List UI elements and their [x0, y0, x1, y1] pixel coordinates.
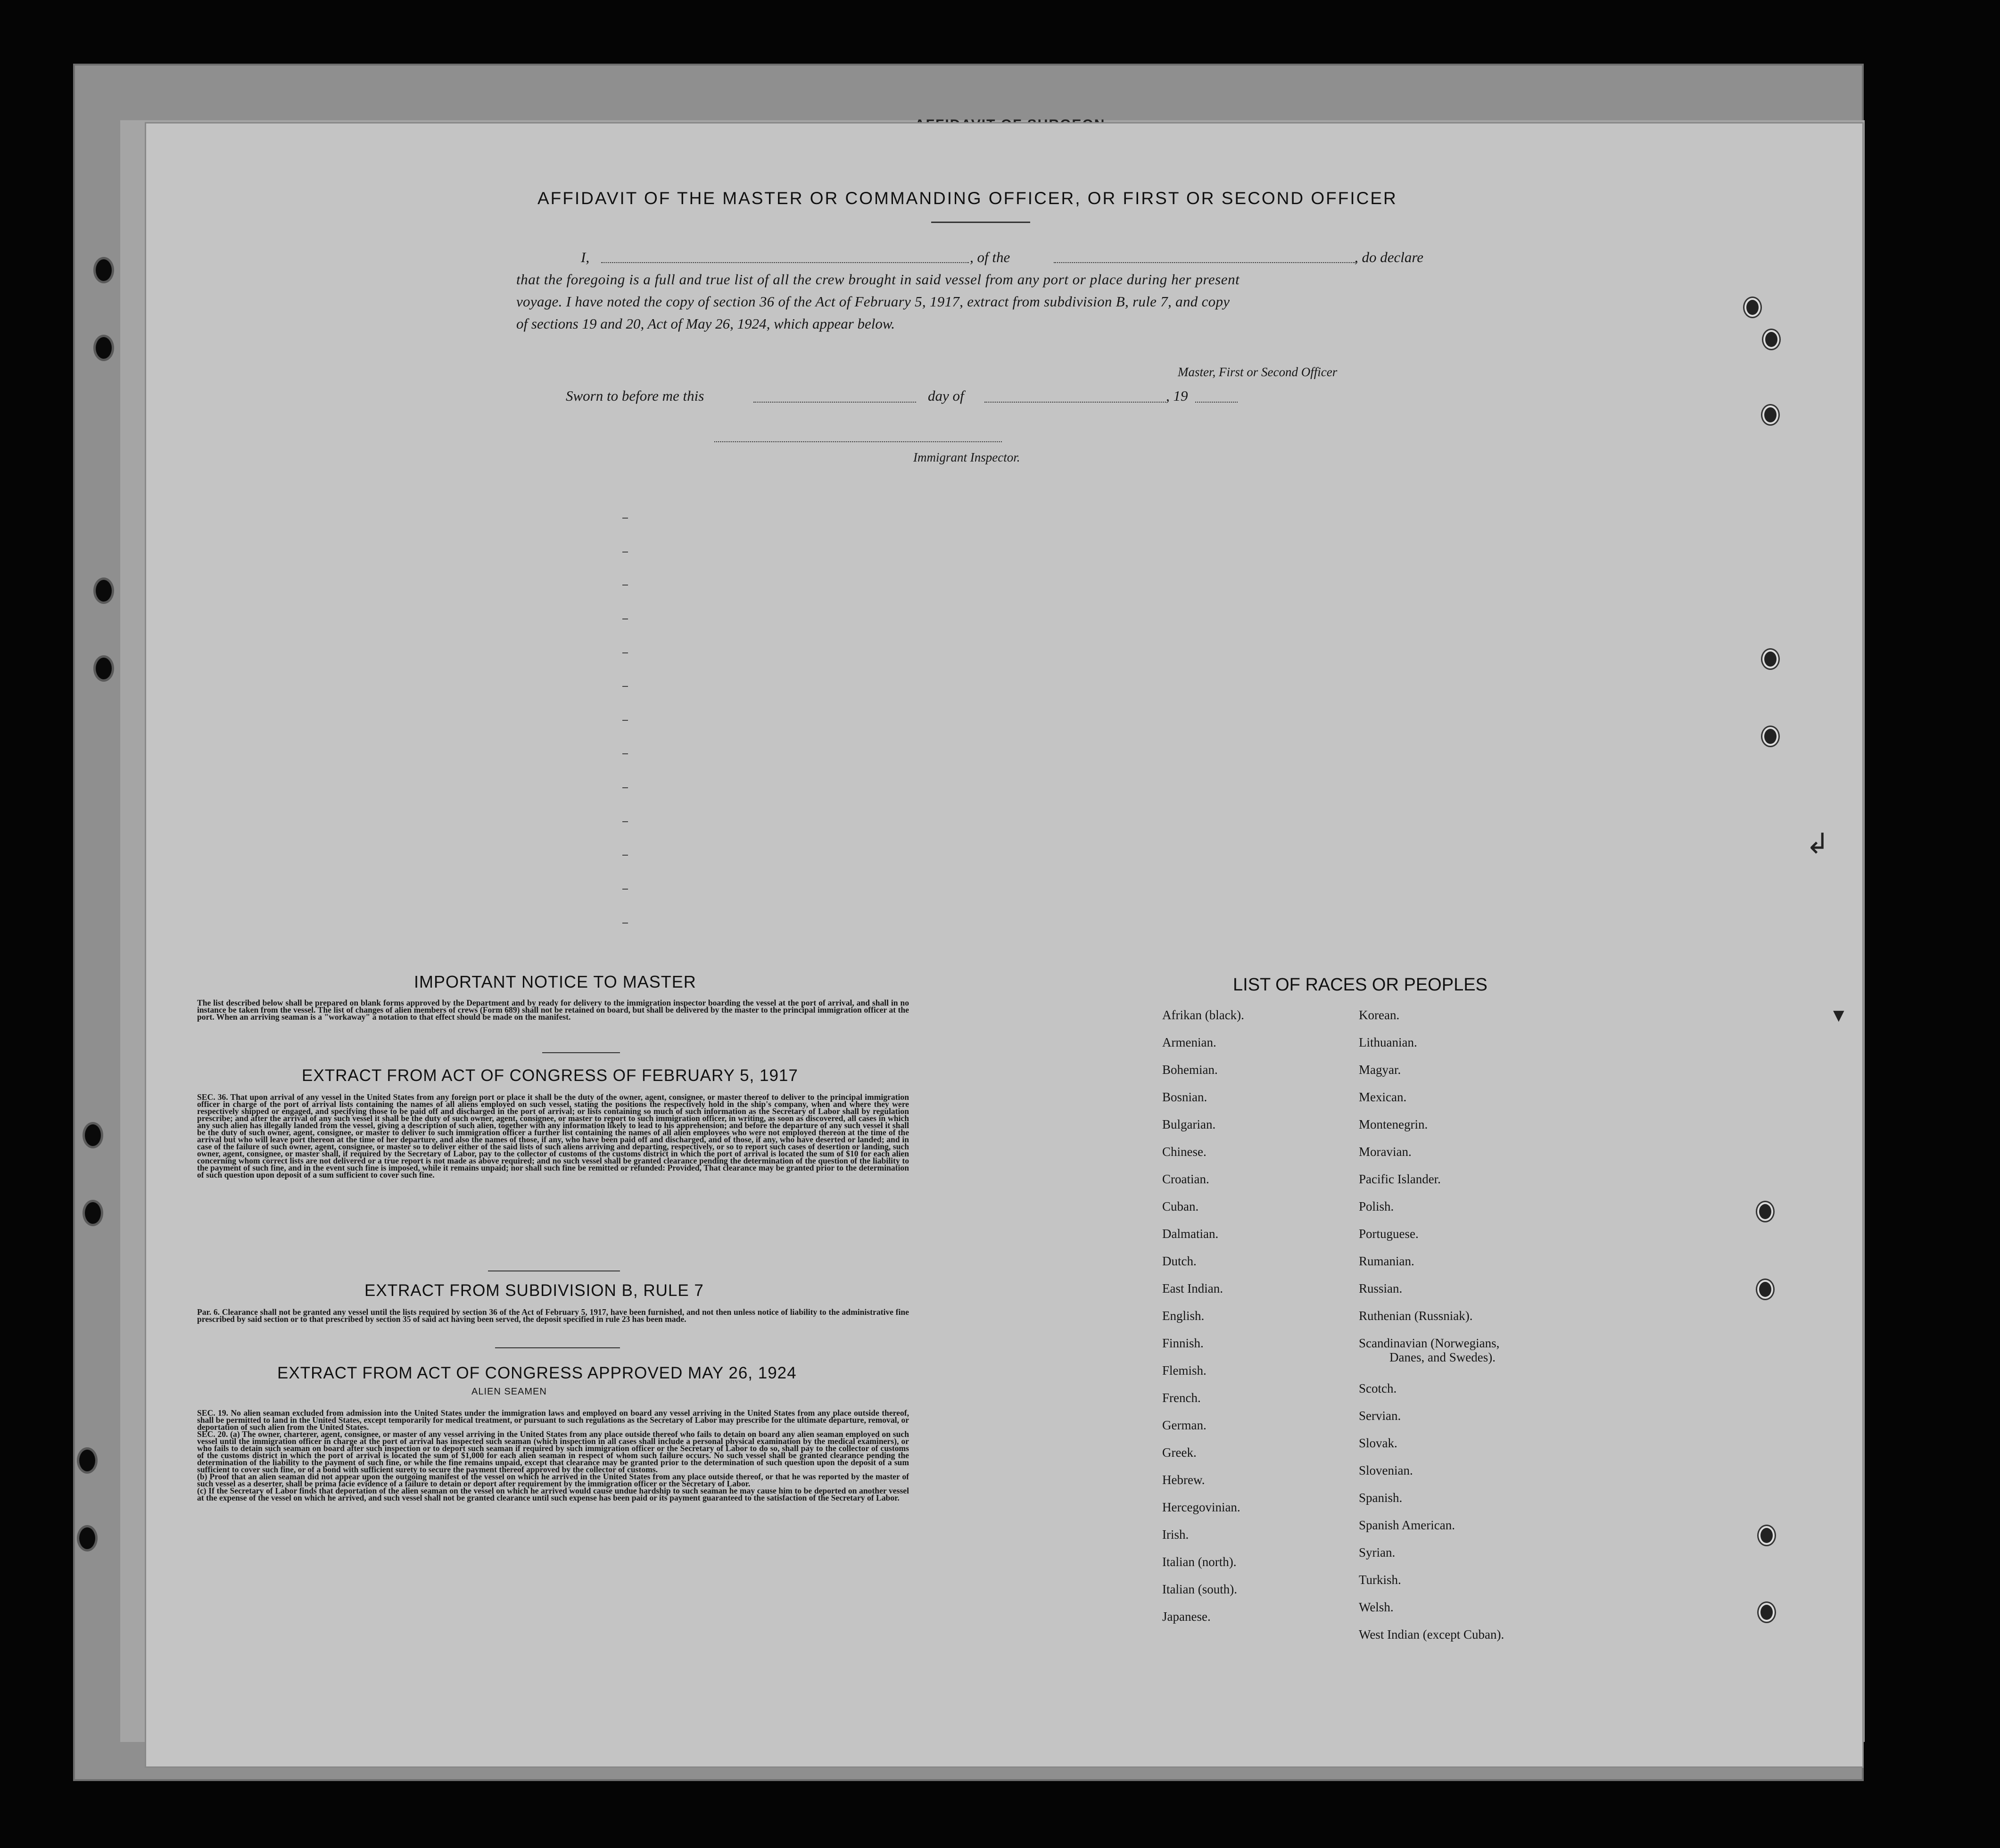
race-item: Spanish.: [1359, 1491, 1403, 1505]
race-item: Montenegrin.: [1359, 1117, 1428, 1131]
section-divider: [495, 1347, 620, 1348]
race-item: English.: [1162, 1309, 1205, 1323]
act-1924-text: [197, 1410, 909, 1596]
notice-title: IMPORTANT NOTICE TO MASTER: [414, 972, 696, 991]
pencil-mark: ↲: [1806, 828, 1830, 859]
race-item: Scotch.: [1359, 1381, 1397, 1395]
binder-hole-icon: [96, 580, 112, 602]
act-1924-subtitle: ALIEN SEAMEN: [471, 1386, 547, 1397]
year-label: , 19: [1166, 388, 1188, 404]
margin-tick: [622, 821, 628, 822]
binder-hole-icon: [1762, 650, 1778, 668]
race-item: Korean.: [1359, 1008, 1400, 1022]
affidavit-line-4: of sections 19 and 20, Act of May 26, 1924, which appear below.: [516, 315, 895, 332]
binder-hole-icon: [85, 1202, 101, 1224]
margin-tick: [622, 720, 628, 721]
race-item: Servian.: [1359, 1409, 1401, 1423]
race-item: Chinese.: [1162, 1145, 1207, 1159]
vessel-field[interactable]: [1054, 262, 1355, 263]
margin-tick: [622, 585, 628, 586]
binder-hole-icon: [96, 337, 112, 359]
race-item: Syrian.: [1359, 1545, 1396, 1559]
races-title: LIST OF RACES OR PEOPLES: [1233, 975, 1488, 995]
act-1917-text: SEC. 36. That upon arrival of any vessel in the United States from any foreign port or place it shall be the duty of the owner, agent, consignee, or master thereof to deliver to the principal immigration officer in charge of the port of arrival lists containing the names of all aliens employed on such vessel, stating the positions the respectively hold in the ship's company, when and where they were respectively shipped or engaged, and specifying those to be paid off and discharged in the port of arrival; or lists containing so much of such information as the Secretary of Labor shall by regulation prescribe; and after the arrival of any such vessel it shall be the duty of such owner, agent, consignee, or master to report to such immigration officer, in writing, as soon as discovered, all cases in which any such alien has illegally landed from the vessel, giving a description of such alien, together with any information likely to lead to his apprehension; and before the departure of any such vessel it shall be the duty of such owner, agent, consignee, or master to deliver to such immigration officer a further list containing the names of all alien employees who were not employed thereon at the time of the arrival but who will leave port thereon at the time of her departure, and also the names of those, if any, who have been paid off and discharged, and of those, if any, who have deserted or landed; and in case of the failure of such owner, agent, consignee, or master so to deliver either of the said lists of such aliens arriving and departing, respectively, or so to report such cases of desertion or landing, such owner, agent, consignee, or master shall, if required by the Secretary of Labor, pay to the collector of customs of the customs district in which the port of arrival is located the sum of $10 for each alien concerning whom correct lists are not delivered or a true report is not made as above required; and no such vessel shall be granted clearance pending the determination of the question of the liability to the payment of such fine, and in the event such fine is imposed, while it remains unpaid; nor shall such fine be remitted or refunded: Provided, That clearance may be granted prior to the determination of such question upon deposit of a sum sufficient to cover such fine.: [197, 1092, 909, 1180]
rule-7-title: EXTRACT FROM SUBDIVISION B, RULE 7: [364, 1281, 704, 1300]
sec-20b-text: (b) Proof that an alien seaman did not appear upon the outgoing manifest of the vessel on which he arrived in the United States from any place outside thereof, or that he was reported by the master of such vessel as a deserter, shall be prima facie evidence of a failure to detain or deport after requirement by the immigration officer or the Secretary of Labor.: [197, 1472, 909, 1488]
race-item: Pacific Islander.: [1359, 1172, 1441, 1186]
race-item: Irish.: [1162, 1527, 1189, 1542]
race-item: Rumanian.: [1359, 1254, 1414, 1268]
sworn-year-field[interactable]: [1195, 402, 1238, 403]
race-item: Bosnian.: [1162, 1090, 1207, 1104]
affidavit-line-3: voyage. I have noted the copy of section 36 of the Act of February 5, 1917, extract from subdivision B, rule 7, and copy: [516, 293, 1230, 310]
race-item: Slovak.: [1359, 1436, 1397, 1450]
race-item: Turkish.: [1359, 1573, 1401, 1587]
race-item: Japanese.: [1162, 1609, 1211, 1624]
margin-tick: [622, 923, 628, 924]
section-divider: [488, 1270, 620, 1271]
race-item: Polish.: [1359, 1199, 1394, 1213]
binder-hole-icon: [1759, 1526, 1775, 1545]
race-item: Italian (north).: [1162, 1555, 1237, 1569]
binder-hole-icon: [79, 1450, 95, 1471]
binder-hole-icon: [1759, 1603, 1775, 1622]
margin-tick: [622, 652, 628, 653]
race-item: Dutch.: [1162, 1254, 1197, 1268]
race-item: Bulgarian.: [1162, 1117, 1216, 1131]
margin-tick: [622, 518, 628, 519]
race-item: Armenian.: [1162, 1035, 1216, 1049]
binder-hole-icon: [1763, 330, 1779, 349]
affidavit-line-2: that the foregoing is a full and true list of all the crew brought in said vessel from any port or place during her present: [516, 271, 1240, 288]
race-item: French.: [1162, 1391, 1201, 1405]
race-item: Flemish.: [1162, 1363, 1207, 1378]
race-item: Scandinavian (Norwegians,: [1359, 1336, 1500, 1350]
affidavit-do-declare: , do declare: [1355, 249, 1424, 265]
race-item: Hercegovinian.: [1162, 1500, 1240, 1514]
day-of-label: day of: [928, 388, 964, 404]
notice-text: The list described below shall be prepared on blank forms approved by the Department and by ready for delivery to the immigration inspector boarding the vessel at the port of arrival, and shall in no instance be taken from the vessel. The list of changes of alien members of crews (Form 689) shall not be retained on board, but shall be delivered by the master to the principal immigration officer at the port. When an arriving seaman is a "workaway" a notation to that effect should be made on the manifest.: [197, 998, 909, 1022]
affidavit-i-label: I,: [581, 249, 590, 265]
race-item: Italian (south).: [1162, 1582, 1237, 1596]
race-item: Greek.: [1162, 1445, 1197, 1460]
margin-tick: [622, 552, 628, 553]
name-field[interactable]: [601, 262, 969, 263]
race-item: Cuban.: [1162, 1199, 1199, 1213]
race-item: Hebrew.: [1162, 1473, 1205, 1487]
sworn-month-field[interactable]: [984, 402, 1166, 403]
race-item: Bohemian.: [1162, 1063, 1218, 1077]
race-item: Spanish American.: [1359, 1518, 1455, 1532]
race-item: Lithuanian.: [1359, 1035, 1417, 1049]
margin-tick: [622, 889, 628, 890]
sec-20c-text: (c) If the Secretary of Labor finds that deportation of the alien seaman on the vessel on which he arrived would cause undue hardship to such seaman he may cause him to be deported on another vessel at the expense of the vessel on which he arrived, and such vessel shall not be granted clearance until such expense has been paid or its payment guaranteed to the satisfaction of the Secretary of Labor.: [197, 1486, 909, 1502]
binder-hole-icon: [85, 1124, 101, 1146]
race-item: Croatian.: [1162, 1172, 1209, 1186]
race-item: West Indian (except Cuban).: [1359, 1627, 1504, 1642]
race-item: Ruthenian (Russniak).: [1359, 1309, 1473, 1323]
binder-hole-icon: [1744, 298, 1760, 317]
binder-hole-icon: [1757, 1280, 1773, 1299]
race-item: Afrikan (black).: [1162, 1008, 1244, 1022]
sec-19-text: SEC. 19. No alien seaman excluded from admission into the United States under the immigration laws and employed on board any vessel arriving in the United States from any place outside thereof, shall be permitted to land in the United States, except temporarily for medical treatment, or pursuant to such regulations as the Secretary of Labor may prescribe for the ultimate departure, removal, or deportation of such alien from the United States.: [197, 1408, 909, 1432]
race-item: Moravian.: [1359, 1145, 1412, 1159]
act-1917-title: EXTRACT FROM ACT OF CONGRESS OF FEBRUARY 5, 1917: [302, 1066, 798, 1085]
race-item: German.: [1162, 1418, 1207, 1432]
master-caption: Master, First or Second Officer: [1178, 365, 1338, 379]
margin-tick: [622, 787, 628, 788]
race-item: Russian.: [1359, 1281, 1403, 1295]
binder-hole-icon: [96, 259, 112, 281]
race-item: Magyar.: [1359, 1063, 1401, 1077]
race-item: Welsh.: [1359, 1600, 1394, 1614]
title-divider: [931, 222, 1030, 223]
affidavit-title: AFFIDAVIT OF THE MASTER OR COMMANDING OFFICER, OR FIRST OR SECOND OFFICER: [537, 189, 1397, 208]
binder-hole-icon: [96, 658, 112, 679]
race-item: Slovenian.: [1359, 1463, 1413, 1477]
binder-hole-icon: [79, 1527, 95, 1549]
rule-7-text: Par. 6. Clearance shall not be granted any vessel until the lists required by section 36 of the Act of February 5, 1917, have been furnished, and not then unless notice of liability to the administrative fine prescribed by said section or to that prescribed by section 35 of said act having been served, the deposit specified in rule 23 has been made.: [197, 1307, 909, 1324]
pencil-mark: ▼: [1829, 1005, 1848, 1026]
binder-hole-icon: [1757, 1202, 1773, 1221]
section-divider: [542, 1052, 620, 1053]
binder-hole-icon: [1762, 405, 1778, 424]
sec-20a-text: SEC. 20. (a) The owner, charterer, agent, consignee, or master of any vessel arriving in the United States from any place outside thereof who fails to detain on board any alien seaman employed on such vessel until the immigration officer in charge at the port of arrival has inspected such seaman (which inspection in all cases shall include a personal physical examination by the medical examiners), or who fails to detain such seaman on board after such inspection or to deport such seaman if required by such immigration officer or the Secretary of Labor to do so, shall pay to the collector of customs of the customs district in which the port of arrival is located the sum of $1,000 for each alien seaman in respect of whom such failure occurs. No such vessel shall be granted clearance pending the determination of the liability to the payment of such fine, or while the fine remains unpaid, except that clearance may be granted prior to the determination of such question upon the deposit of a sum sufficient to cover such fine, or of a bond with sufficient surety to secure the payment thereof approved by the collector of customs.: [197, 1429, 909, 1474]
inspector-caption: Immigrant Inspector.: [913, 450, 1020, 464]
race-item: Portuguese.: [1359, 1227, 1419, 1241]
act-1924-title: EXTRACT FROM ACT OF CONGRESS APPROVED MAY 26, 1924: [277, 1364, 797, 1382]
sworn-day-field[interactable]: [753, 402, 916, 403]
margin-tick: [622, 686, 628, 687]
affidavit-of-the: , of the: [970, 249, 1010, 265]
margin-tick: [622, 753, 628, 754]
race-item: Dalmatian.: [1162, 1227, 1219, 1241]
race-item: Finnish.: [1162, 1336, 1204, 1350]
race-item: Mexican.: [1359, 1090, 1407, 1104]
race-item: East Indian.: [1162, 1281, 1223, 1295]
sworn-label: Sworn to before me this: [566, 388, 704, 404]
binder-hole-icon: [1762, 727, 1778, 746]
margin-tick: [622, 855, 628, 856]
race-item: Danes, and Swedes).: [1389, 1350, 1496, 1364]
inspector-signature-field[interactable]: [714, 441, 1002, 442]
